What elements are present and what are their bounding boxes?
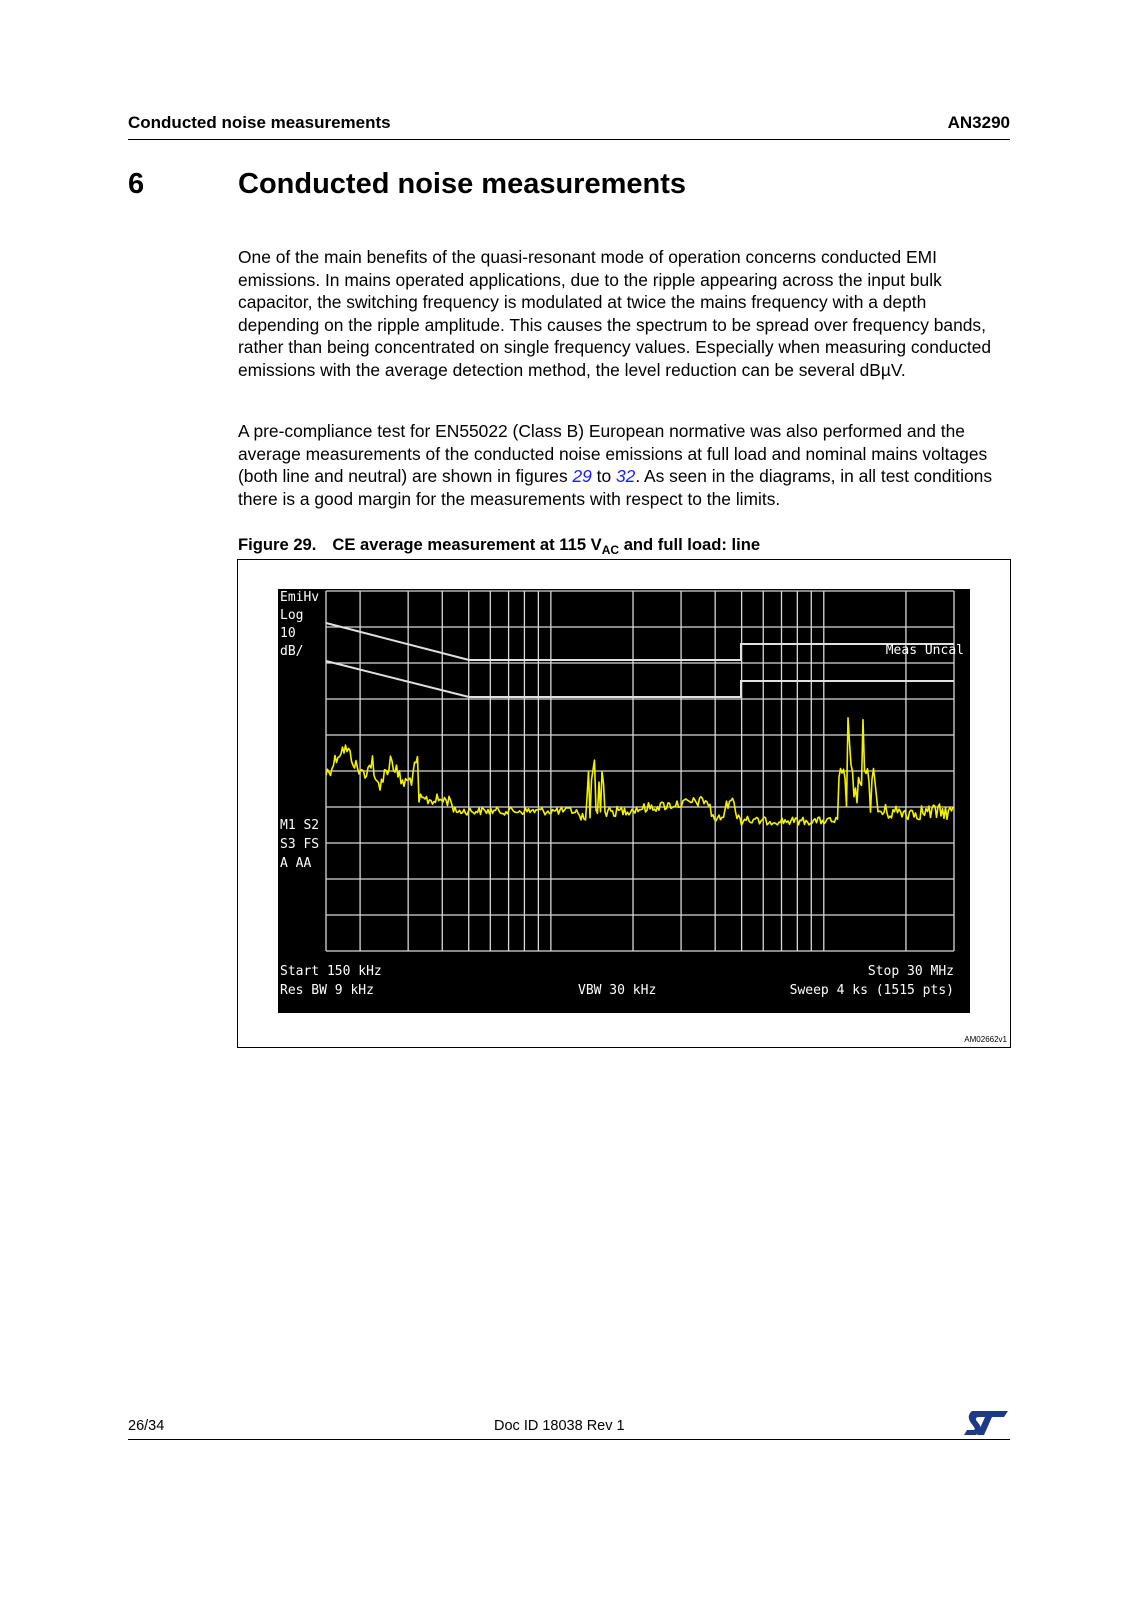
scope-vbw: VBW 30 kHz	[578, 983, 657, 998]
page-footer	[128, 1413, 1010, 1440]
figure-frame	[237, 559, 1011, 1048]
scope-scale-unit: dB/	[280, 644, 304, 659]
header-doc-number: AN3290	[947, 113, 1010, 132]
figure-id: AM02662v1	[964, 1035, 1007, 1044]
scope-marker-line-2: S3 FS	[280, 837, 320, 852]
scope-mode-label: EmiHv	[280, 590, 320, 605]
paragraph-intro: One of the main benefits of the quasi-resonant mode of operation concerns conducted EMI emissions. In mains operated applications, due to the ripple appearing across the input bulk capacitor, the switching frequency is modulated at twice the mains frequency with a depth depending on the ripple amplitude. This causes the spectrum to be spread over frequency bands, rather than being concentrated on single frequency values. Especially when measuring conducted emissions with the average detection method, the level reduction can be several dBµV.	[238, 247, 992, 380]
header-section-title: Conducted noise measurements	[128, 113, 391, 132]
spectrum-plot	[278, 589, 970, 1013]
scope-start-frequency: Start 150 kHz	[280, 964, 382, 979]
paragraph-text: to	[591, 466, 616, 487]
st-logo-icon	[964, 1409, 1010, 1437]
spectrum-analyzer-screen	[278, 589, 970, 1013]
scope-marker-line-3: A AA	[280, 856, 312, 871]
figure-link-29[interactable]: 29	[572, 466, 592, 487]
paragraph-text: . As seen in the diagrams, in all test conditions there is a good margin for the measurements with respect to the limits.	[238, 466, 993, 509]
scope-res-bw: Res BW 9 kHz	[280, 983, 374, 998]
quasi-peak-limit-line	[326, 623, 954, 660]
paragraph-text: A pre-compliance test for EN55022 (Class B) European normative was also performed and the average measurements of the conducted noise emissions at full load and nominal mains voltages (both line and neutral) are shown in figures	[238, 421, 988, 487]
scope-stop-frequency: Stop 30 MHz	[867, 964, 954, 979]
page-header	[128, 113, 1010, 140]
figure-link-32[interactable]: 32	[616, 466, 636, 487]
section-number: 6	[128, 168, 145, 200]
scope-marker-line-1: M1 S2	[280, 818, 320, 833]
scope-scale-value: 10	[280, 626, 296, 641]
doc-id: Doc ID 18038 Rev 1	[494, 1418, 625, 1434]
figure-caption-text: CE average measurement at 115 V	[332, 535, 602, 554]
figure-caption-text-end: and full load: line	[619, 535, 761, 554]
average-limit-line	[326, 661, 954, 697]
scope-status: Meas Uncal	[885, 643, 964, 658]
figure-label: Figure 29.	[238, 535, 317, 554]
scope-scale-log: Log	[280, 608, 304, 623]
paragraph-test	[238, 420, 1012, 510]
figure-caption-subscript: AC	[601, 543, 620, 557]
limit-lines	[326, 623, 954, 697]
section-title: Conducted noise measurements	[238, 168, 686, 200]
figure-caption	[238, 535, 760, 557]
page-number: 26/34	[128, 1418, 165, 1434]
scope-sweep: Sweep 4 ks (1515 pts)	[789, 983, 954, 998]
